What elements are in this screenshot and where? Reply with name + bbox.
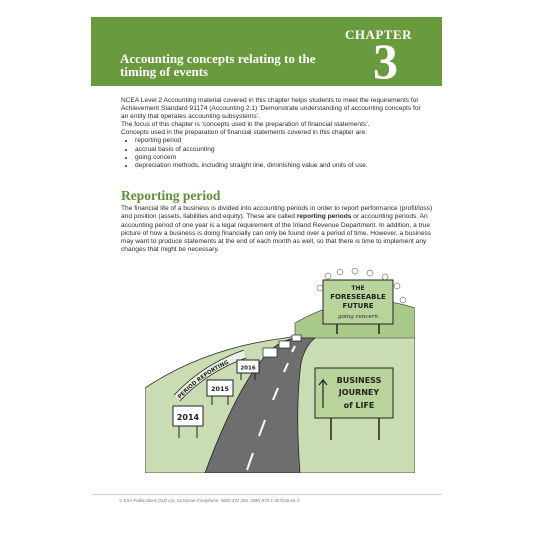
- page: [91, 17, 442, 517]
- body-text: or accounting periods. An accounting period of one year is a legal requirement of the Inland Revenue Department. In addition, a true picture of how a business is doing financially can only be found over a period of time. However, a business may want to produce statements at the end of each month as well, so that there is time to implement any changes that might be necessary.: [121, 213, 432, 254]
- body-bold-term: reporting periods: [296, 213, 352, 221]
- list-item: • depreciation methods, including straight line, diminishing value and units of use.: [135, 162, 426, 170]
- banner-text: PERIOD REPORTING: [177, 359, 230, 401]
- list-item: • accrual basis of accounting: [135, 146, 426, 154]
- intro-paragraph: NCEA Level 2 Accounting material covered in this chapter helps students to meet the requirements for Achievement Standard 91174 (Accounting 2.1) ‘Demonstrate understanding of accounting concepts for an entity that operates accounting subsystems’.: [121, 97, 421, 121]
- chapter-number: 3: [373, 33, 398, 89]
- cartoon-illustration: [145, 268, 415, 473]
- future-sign-line2: FORESEEABLE: [330, 293, 386, 301]
- future-sign-line3: FUTURE: [342, 302, 374, 310]
- year-label: 2016: [240, 365, 256, 372]
- intro-paragraph: Concepts used in the preparation of financial statements covered in this chapter are:: [121, 129, 367, 137]
- body-text: The financial life of a business is divided into accounting periods in order to report performance (profit/loss) and position (assets, liabilities and equity). These are called: [121, 205, 433, 221]
- journey-sign-line2: JOURNEY: [338, 388, 380, 397]
- year-label: 2015: [210, 385, 230, 393]
- chapter-label: CHAPTER: [344, 27, 412, 42]
- future-sign-line4: going concern: [338, 314, 378, 320]
- footer-text: © ESA Publications (NZ) Ltd, Customer Freephone: 0800-372 266, ISBN 978-1-927245-61-3: [119, 498, 300, 503]
- future-sign-line1: THE: [351, 285, 365, 292]
- intro-block: [121, 97, 426, 170]
- section-heading: Reporting period: [121, 188, 221, 203]
- concept-list: [121, 137, 426, 169]
- footer: [91, 494, 442, 504]
- journey-sign-line3: of LIFE: [343, 401, 375, 410]
- list-item: • going concern: [135, 154, 426, 162]
- section-body: [121, 205, 433, 255]
- year-label: 2014: [176, 413, 200, 422]
- chapter-title: Accounting concepts relating to the timing of events: [120, 51, 316, 79]
- list-item: • reporting period: [135, 137, 426, 145]
- journey-sign-line1: BUSINESS: [336, 376, 382, 385]
- chapter-banner: [91, 17, 442, 89]
- intro-paragraph: The focus of this chapter is ‘concepts used in the preparation of financial statements’.: [121, 121, 370, 129]
